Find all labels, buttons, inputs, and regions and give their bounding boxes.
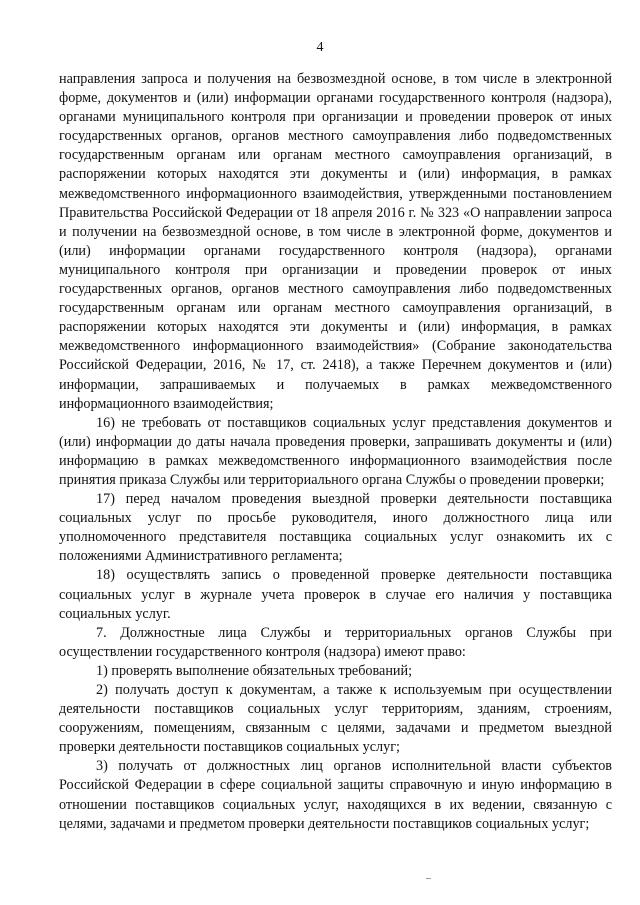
paragraph-continuation: направления запроса и получения на безвозмездной основе, в том числе в электронной форме, документов и (или) информации органами государственного контроля (надзора), органами муниципального контроля при организации и проведении проверок от иных государственных органов, органов местного самоуправления либо подведомственных государственным органам или органам местного самоуправления организаций, в распоряжении которых находятся эти документы и (или) информация, в рамках межведомственного информационного взаимодействия, утвержденными постановлением Правительства Российской Федерации от 18 апреля 2016 г. № 323 «О направлении запроса и получении на безвозмездной основе, в том числе в электронной форме, документов и (или) информации органами государственного контроля (надзора), органами муниципального контроля при организации и проведении проверок от иных государственных органов, органов местного самоуправления либо подведомственных государственным органам или органам местного самоуправления организаций, в распоряжении которых находятся эти документы и (или) информация, в рамках межведомственного информационного взаимодействия» (Собрание законодательства Российской Федерации, 2016, № 17, ст. 2418), а также Перечнем документов и (или) информации, запрашиваемых и получаемых в рамках межведомственного информационного взаимодействия;	[59, 71, 612, 412]
scan-speck	[426, 878, 431, 879]
page-number: 4	[316, 40, 324, 55]
paragraph-section-7: 7. Должностные лица Службы и территориальных органов Службы при осуществлении государственного контроля (надзора) имеют право:	[59, 624, 612, 660]
document-body	[59, 70, 612, 834]
paragraph-right-1: 1) проверять выполнение обязательных требований;	[96, 662, 413, 679]
paragraph-item-16: 16) не требовать от поставщиков социальных услуг представления документов и (или) информации до даты начала проведения проверки, запрашивать документы и (или) информацию в рамках межведомственного информационного взаимодействия после принятия приказа Службы или территориального органа Службы о проведении проверки;	[59, 414, 612, 488]
paragraph-item-18: 18) осуществлять запись о проведенной проверке деятельности поставщика социальных услуг в журнале учета проверок в случае его наличия у поставщика социальных услуг.	[59, 567, 612, 622]
paragraph-item-17: 17) перед началом проведения выездной проверки деятельности поставщика социальных услуг по просьбе руководителя, иного должностного лица или уполномоченного представителя поставщика социальных услуг ознакомить их с положениями Административного регламента;	[59, 491, 612, 565]
paragraph-right-3: 3) получать от должностных лиц органов исполнительной власти субъектов Российской Федерации в сфере социальной защиты справочную и иную информацию в отношении поставщиков социальных услуг, находящихся в их ведении, связанную с целями, задачами и предметом проверки деятельности поставщиков социальных услуг;	[59, 758, 612, 832]
paragraph-right-2: 2) получать доступ к документам, а также к используемым при осуществлении деятельности поставщиков социальных услуг территориям, зданиям, строениям, сооружениям, помещениям, связанным с целями, задачами и предметом выездной проверки деятельности поставщиков социальных услуг;	[59, 682, 612, 756]
